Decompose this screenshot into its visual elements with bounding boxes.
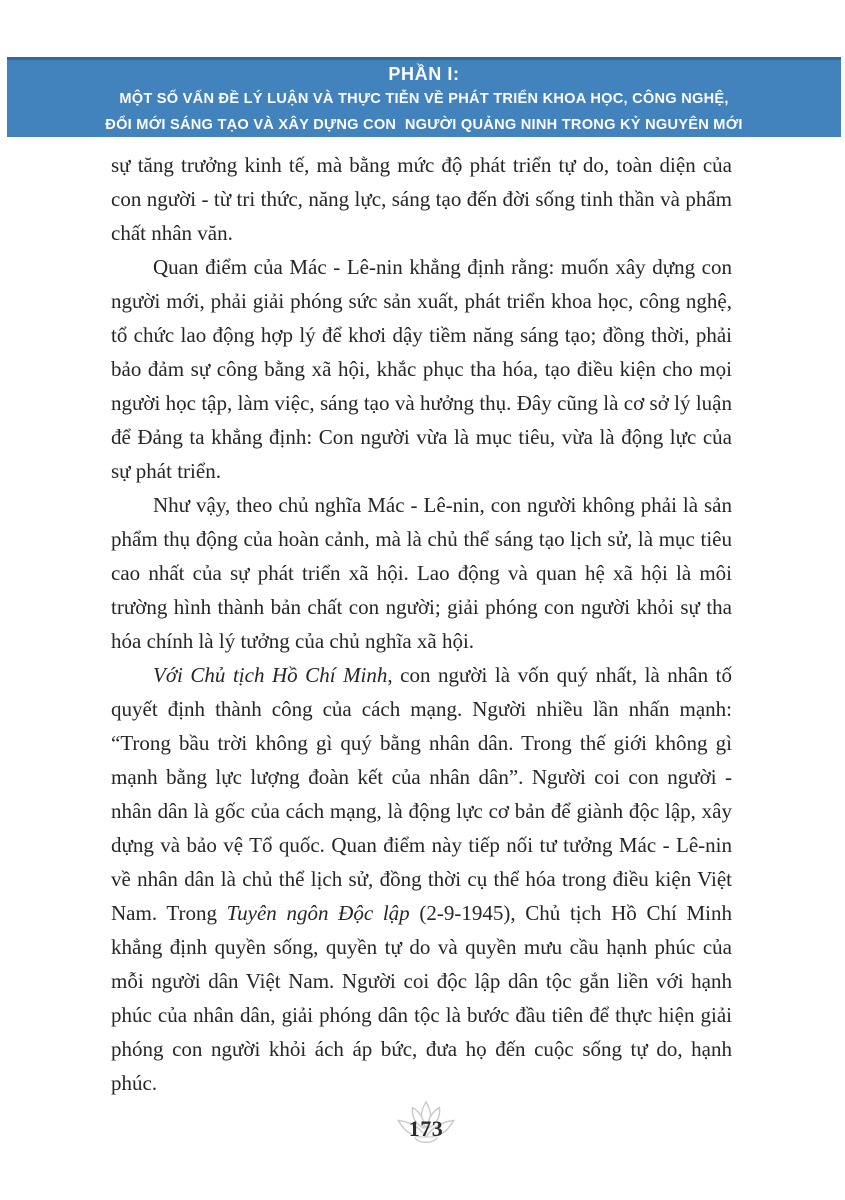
text-run-italic: Với Chủ tịch Hồ Chí Minh (153, 663, 388, 687)
paragraph (111, 658, 732, 1100)
text-run: (2-9-1945), Chủ tịch Hồ Chí Minh khẳng định quyền sống, quyền tự do và quyền mưu cầu hạnh phúc của mỗi người dân Việt Nam. Người coi độc lập dân tộc gắn liền với hạnh phúc của nhân dân, giải phóng dân tộc là bước đầu tiên để thực hiện giải phóng con người khỏi ách áp bức, đưa họ đến cuộc sống tự do, hạnh phúc. (111, 901, 732, 1095)
chapter-banner (7, 57, 841, 137)
part-label: PHẦN I: (388, 64, 460, 84)
paragraph (111, 250, 732, 488)
page-number: 173 (408, 1116, 444, 1141)
banner-title-line2: ĐỔI MỚI SÁNG TẠO VÀ XÂY DỰNG CON NGƯỜI QUẢNG NINH TRONG KỶ NGUYÊN MỚI (105, 117, 743, 133)
text-run: Quan điểm của Mác - Lê-nin khẳng định rằng: muốn xây dựng con người mới, phải giải phóng sức sản xuất, phát triển khoa học, công nghệ, tổ chức lao động hợp lý để khơi dậy tiềm năng sáng tạo; đồng thời, phải bảo đảm sự công bằng xã hội, khắc phục tha hóa, tạo điều kiện cho mọi người học tập, làm việc, sáng tạo và hưởng thụ. Đây cũng là cơ sở lý luận để Đảng ta khẳng định: Con người vừa là mục tiêu, vừa là động lực của sự phát triển. (111, 255, 732, 483)
text-run: , con người là vốn quý nhất, là nhân tố quyết định thành công của cách mạng. Người nhiều lần nhấn mạnh: “Trong bầu trời không gì quý bằng nhân dân. Trong thế giới không gì mạnh bằng lực lượng đoàn kết của nhân dân”. Người coi con người - nhân dân là gốc của cách mạng, là động lực cơ bản để giành độc lập, xây dựng và bảo vệ Tổ quốc. Quan điểm này tiếp nối tư tưởng Mác - Lê-nin về nhân dân là chủ thể lịch sử, đồng thời cụ thể hóa trong điều kiện Việt Nam. Trong (111, 663, 732, 925)
banner-title-line1: MỘT SỐ VẤN ĐỀ LÝ LUẬN VÀ THỰC TIỄN VỀ PHÁT TRIỂN KHOA HỌC, CÔNG NGHỆ, (119, 91, 729, 107)
page-footer (0, 1096, 845, 1166)
paragraph (111, 148, 732, 250)
text-run: sự tăng trưởng kinh tế, mà bằng mức độ phát triển tự do, toàn diện của con người - từ tri thức, năng lực, sáng tạo đến đời sống tinh thần và phẩm chất nhân văn. (111, 153, 732, 245)
paragraph (111, 488, 732, 658)
text-run: Như vậy, theo chủ nghĩa Mác - Lê-nin, con người không phải là sản phẩm thụ động của hoàn cảnh, mà là chủ thể sáng tạo lịch sử, là mục tiêu cao nhất của sự phát triển xã hội. Lao động và quan hệ xã hội là môi trường hình thành bản chất con người; giải phóng con người khỏi sự tha hóa chính là lý tưởng của chủ nghĩa xã hội. (111, 493, 732, 653)
text-run-italic: Tuyên ngôn Độc lập (226, 901, 410, 925)
body-text (111, 148, 732, 1100)
